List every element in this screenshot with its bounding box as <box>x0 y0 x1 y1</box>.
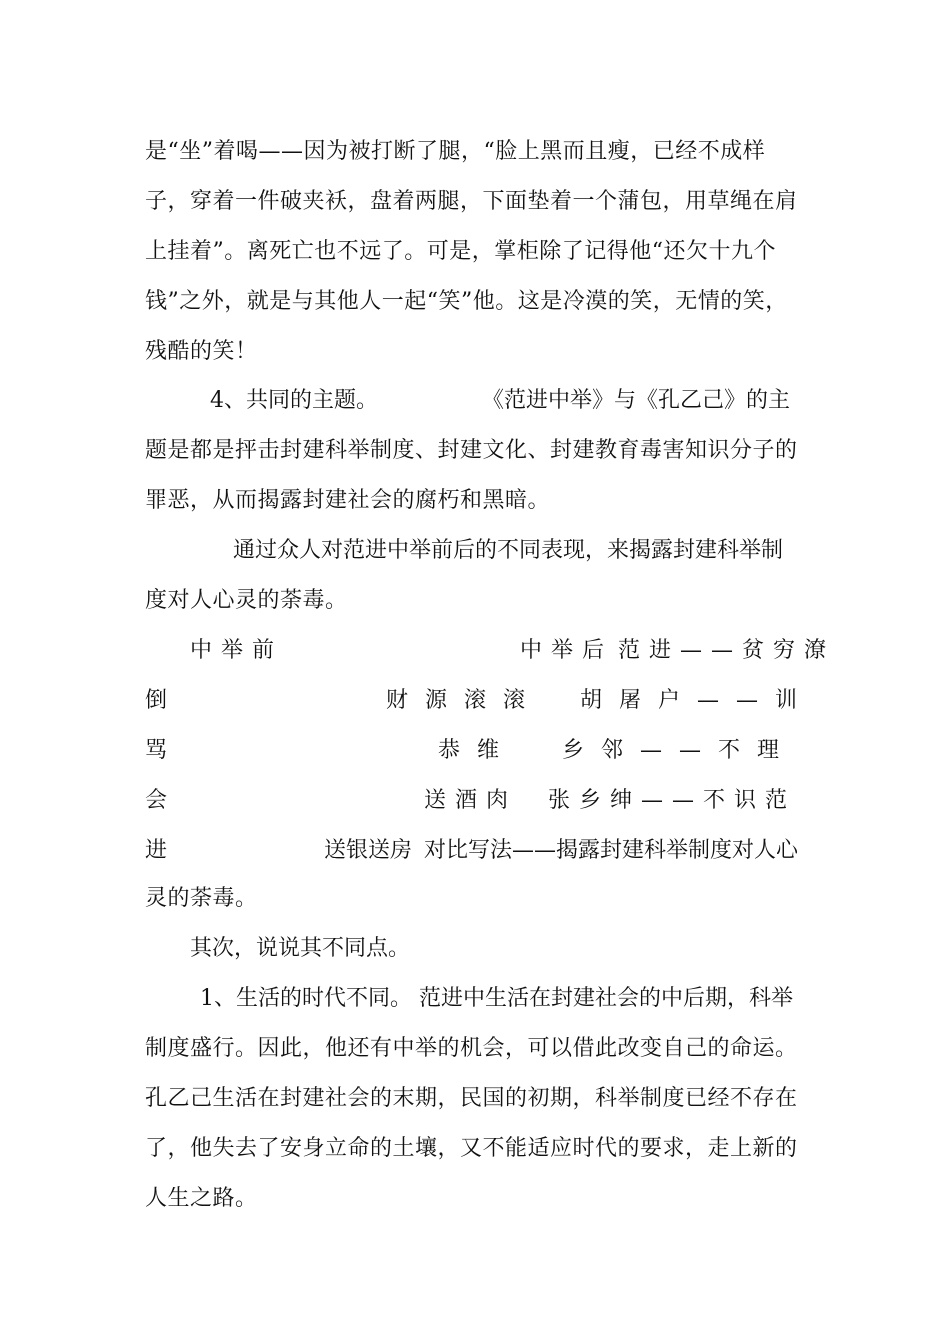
label-after: 中举后 <box>520 638 614 663</box>
text-line: 了，他失去了安身立命的土壤，又不能适应时代的要求，走上新的 <box>145 1136 798 1161</box>
text-cell: 送银送房 <box>324 838 413 863</box>
text-line: 是“坐”着喝——因为被打断了腿，“脸上黑而且瘦，已经不成样 <box>145 139 766 164</box>
text-cell: 财源滚滚 <box>386 688 543 713</box>
text-line: 《范进中举》与《孔乙己》的主 <box>482 388 791 413</box>
text-line: 子，穿着一件破夹袄，盘着两腿，下面垫着一个蒲包，用草绳在肩 <box>145 189 798 214</box>
text-cell: 送酒肉 <box>424 788 518 813</box>
text-line: 人生之路。 <box>145 1186 258 1211</box>
text-line: 钱”之外，就是与其他人一起“笑”他。这是冷漠的笑，无情的笑， <box>145 289 788 314</box>
text-cell: 胡屠户——训 <box>580 688 815 713</box>
text-cell: 进 <box>145 838 168 863</box>
text-cell: 恭维 <box>438 738 517 763</box>
section-heading-differences: 其次，说说其不同点。 <box>190 936 411 961</box>
text-line: 1、生活的时代不同。 范进中生活在封建社会的中后期，科举 <box>200 986 793 1011</box>
text-cell: 对比写法——揭露封建科举制度对人心 <box>424 838 799 863</box>
text-line: 灵的荼毒。 <box>145 886 258 911</box>
text-line: 制度盛行。因此，他还有中举的机会，可以借此改变自己的命运。 <box>145 1036 798 1061</box>
text-line: 通过众人对范进中举前后的不同表现，来揭露封建科举制 <box>233 538 784 563</box>
text-line: 度对人心灵的荼毒。 <box>145 588 348 613</box>
label-before: 中举前 <box>190 638 284 663</box>
text-cell: 张乡绅——不识范 <box>548 788 797 813</box>
text-cell: 骂 <box>145 738 168 763</box>
text-line: 孔乙己生活在封建社会的末期，民国的初期，科举制度已经不存在 <box>145 1086 798 1111</box>
text-cell: 会 <box>145 788 168 813</box>
text-cell: 乡邻——不理 <box>562 738 797 763</box>
text-cell: 倒 <box>145 688 168 713</box>
text-line: 上挂着”。离死亡也不远了。可是，掌柜除了记得他“还欠十九个 <box>145 239 776 264</box>
text-line: 残酷的笑！ <box>145 339 258 364</box>
text-line: 罪恶，从而揭露封建社会的腐朽和黑暗。 <box>145 488 551 513</box>
text-line: 题是都是抨击封建科举制度、封建文化、封建教育毒害知识分子的 <box>145 438 798 463</box>
section-heading-theme: 4、共同的主题。 <box>210 388 378 413</box>
text-cell: 范进——贫穷潦 <box>618 638 836 663</box>
